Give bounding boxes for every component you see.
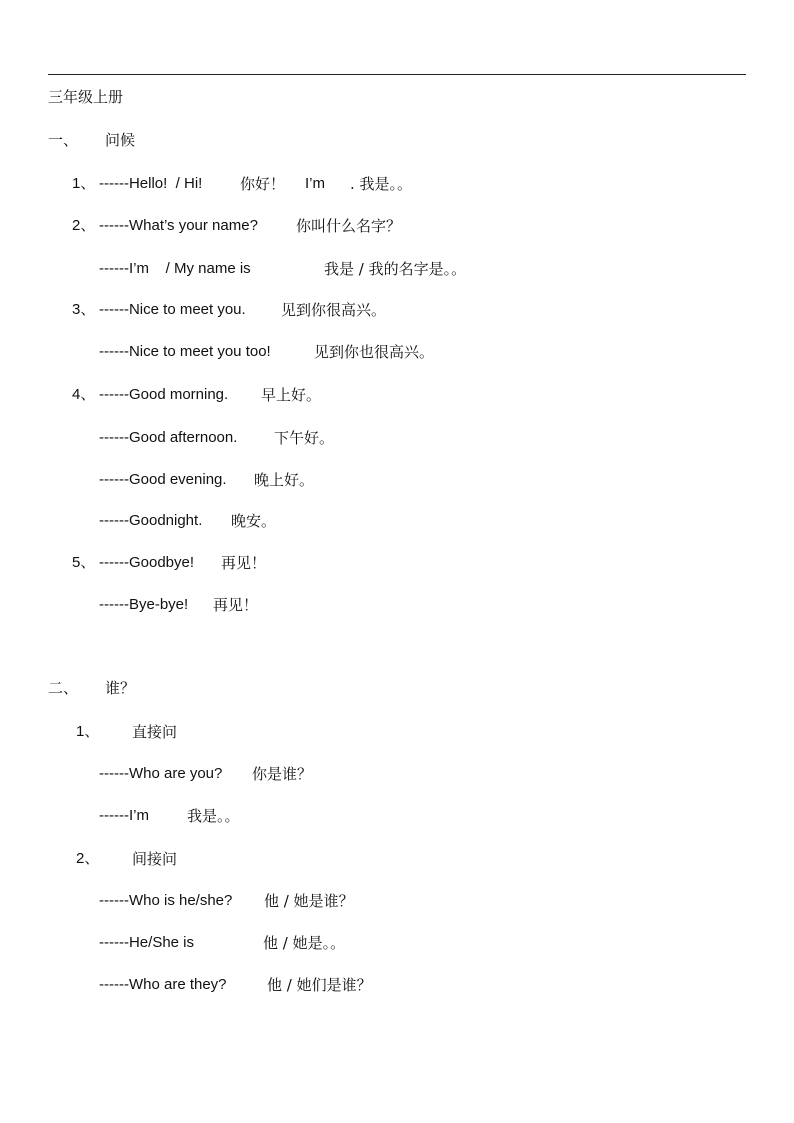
item-4d-english: ------Goodnight. [99,512,203,529]
sub-1-label: 直接问 [132,723,178,741]
item-4c-english: ------Good evening. [99,471,227,488]
item-4-chinese: 早上好。 [261,386,322,404]
item-1-number: 1、 [72,175,96,192]
item-3b-english: ------Nice to meet you too! [99,343,271,360]
item-2b-chinese: 我是 / 我的名字是。。 [324,260,467,278]
item-3b-chinese: 见到你也很高兴。 [314,343,435,361]
sub-2-item-3-english: ------Who are they? [99,976,227,993]
sub-2-item-3-chinese: 他 / 她们是谁？ [267,976,372,994]
item-4-english: ------Good morning. [99,386,229,403]
item-1-english-2: I’m [305,175,325,192]
section-2-number: 二、 [48,679,79,697]
sub-2-item-2-english: ------He/She is [99,934,195,951]
item-1-chinese-2: . 我是。。 [350,175,413,193]
item-4-number: 4、 [72,386,96,403]
item-2-number: 2、 [72,217,96,234]
item-3-english: ------Nice to meet you. [99,301,246,318]
item-4d-chinese: 晚安。 [231,512,277,530]
item-2-chinese: 你叫什么名字？ [296,217,402,235]
item-1-chinese: 你好！ [240,175,286,193]
sub-2-item-2-chinese: 他 / 她是。。 [263,934,346,952]
item-4b-chinese: 下午好。 [274,429,335,447]
item-3-chinese: 见到你很高兴。 [281,301,387,319]
item-4b-english: ------Good afternoon. [99,429,238,446]
section-2-heading: 谁？ [105,679,136,697]
section-1-heading: 问候 [105,131,136,149]
sub-2-item-1-english: ------Who is he/she? [99,892,233,909]
item-5-english: ------Goodbye! [99,554,195,571]
section-1-number: 一、 [48,131,79,149]
sub-1-item-1-english: ------Who are you? [99,765,223,782]
sub-1-item-1-chinese: 你是谁？ [252,765,313,783]
item-5b-english: ------Bye-bye! [99,596,189,613]
item-3-number: 3、 [72,301,96,318]
sub-2-label: 间接问 [132,850,178,868]
item-1-english: ------Hello! / Hi! [99,175,203,192]
sub-2-number: 2、 [76,850,100,867]
document-title: 三年级上册 [48,88,124,106]
item-4c-chinese: 晚上好。 [254,471,315,489]
sub-2-item-1-chinese: 他 / 她是谁？ [264,892,354,910]
sub-1-item-2-english: ------I’m [99,807,149,824]
item-2-english: ------What’s your name? [99,217,258,234]
sub-1-number: 1、 [76,723,100,740]
sub-1-item-2-chinese: 我是。。 [187,807,240,825]
item-5-number: 5、 [72,554,96,571]
header-rule [48,74,746,75]
item-2b-english: ------I’m / My name is [99,260,251,277]
item-5b-chinese: 再见！ [213,596,259,614]
item-5-chinese: 再见！ [221,554,267,572]
